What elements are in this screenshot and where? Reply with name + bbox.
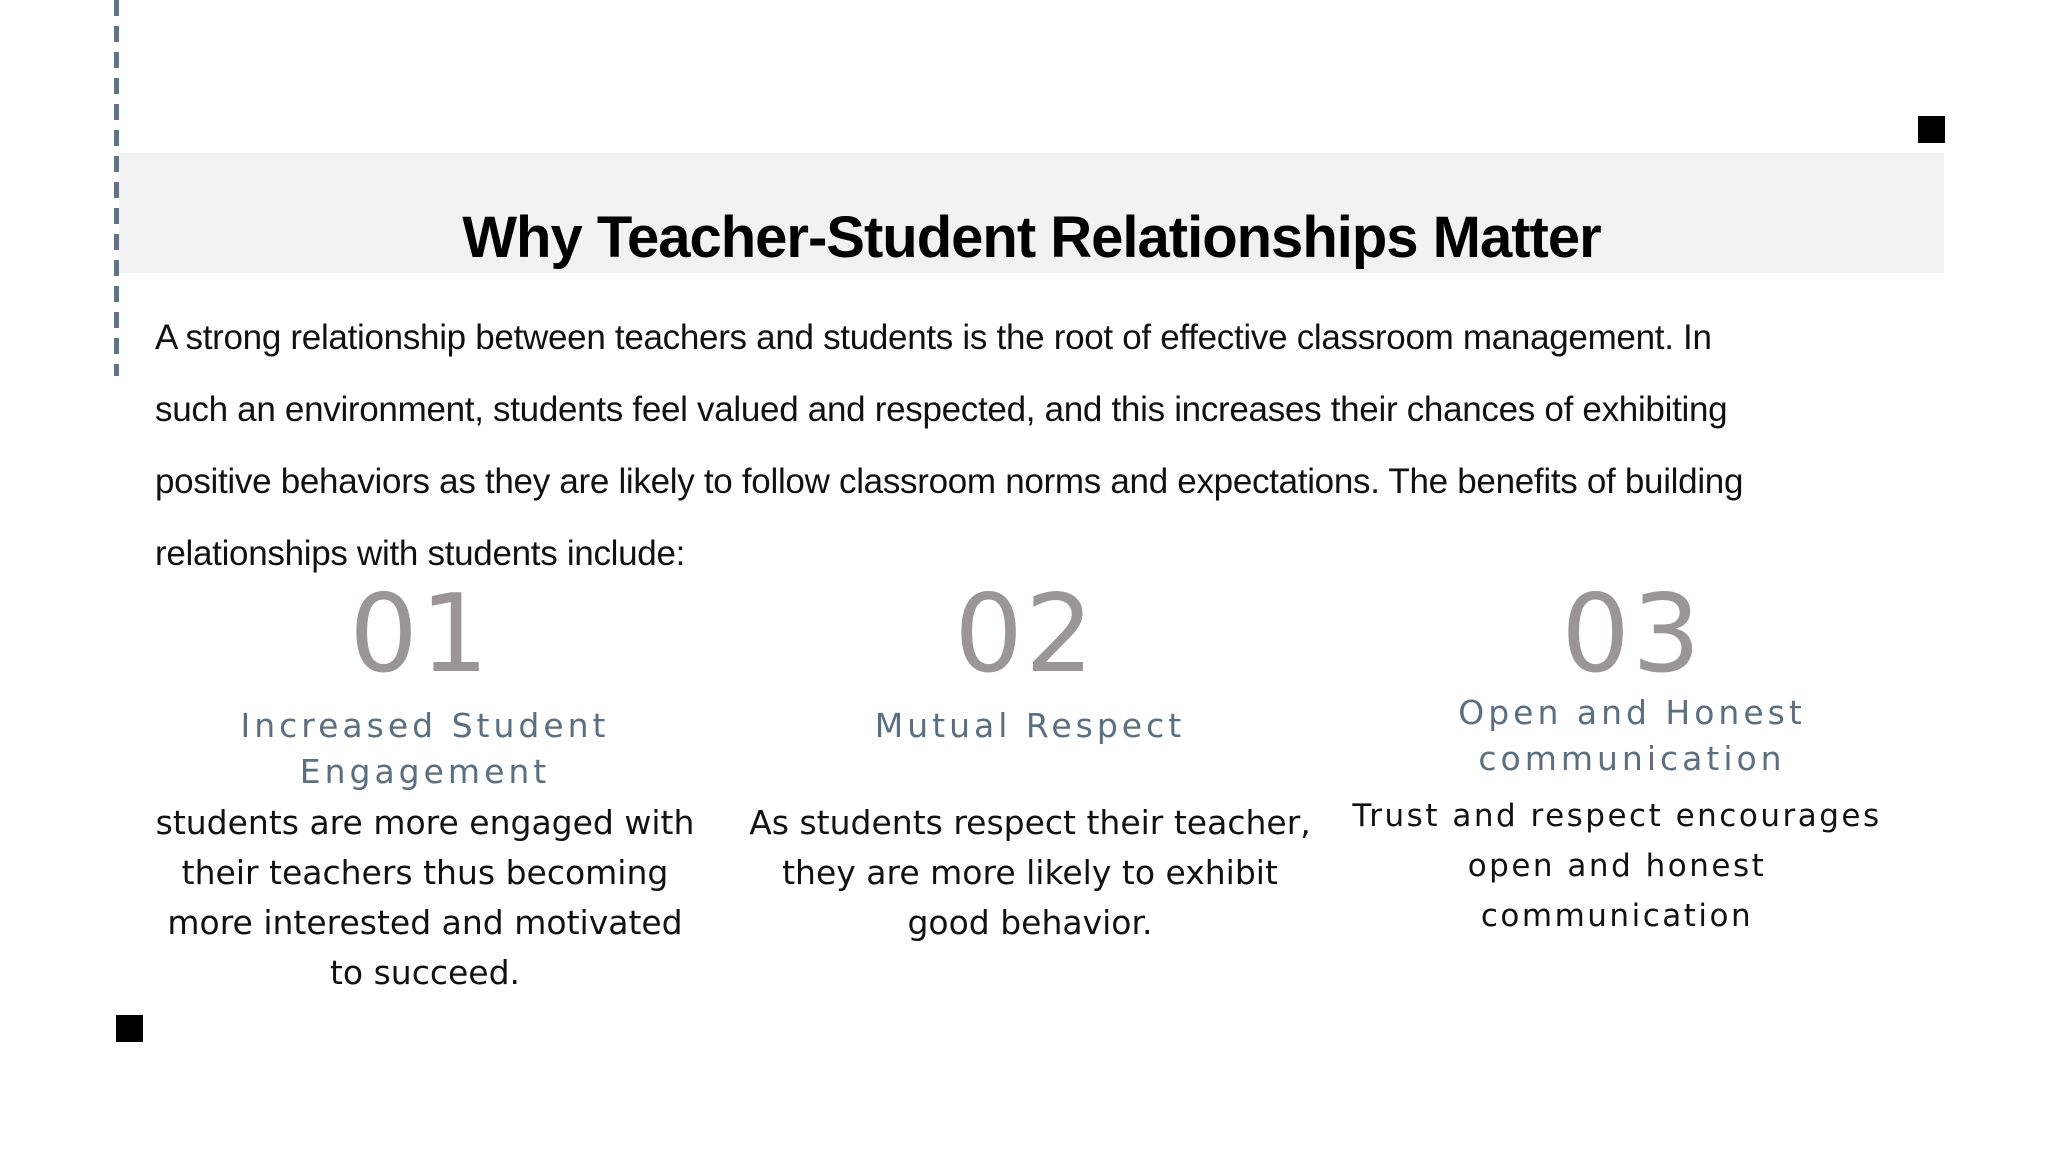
benefit-description-line: good behavior. — [907, 903, 1153, 942]
benefit-heading — [1392, 690, 1872, 782]
benefit-description-line: more interested and motivated — [167, 903, 683, 942]
intro-line: such an environment, students feel valued and respected, and this increases their chances of exhibiting — [155, 390, 1728, 429]
benefit-description-line: As students respect their teacher, — [749, 803, 1311, 842]
intro-paragraph — [155, 302, 1935, 590]
benefit-number: 02 — [954, 572, 1096, 697]
intro-line: relationships with students include: — [155, 534, 686, 573]
benefit-number: 01 — [349, 572, 491, 697]
benefit-heading-line: Increased Student — [240, 706, 610, 745]
benefit-heading — [790, 703, 1270, 749]
benefit-heading-line: communication — [1478, 739, 1786, 778]
benefit-description — [1322, 791, 1912, 941]
benefit-heading-line: Open and Honest — [1458, 693, 1806, 732]
corner-square-top-right — [1918, 116, 1945, 143]
benefit-description-line: they are more likely to exhibit — [782, 853, 1278, 892]
intro-line: A strong relationship between teachers and students is the root of effective classroom management. In — [155, 318, 1712, 357]
benefit-description-line: communication — [1480, 898, 1754, 934]
benefit-description — [140, 798, 710, 998]
benefit-description-line: open and honest — [1467, 848, 1767, 884]
intro-line: positive behaviors as they are likely to follow classroom norms and expectations. The benefits of building — [155, 462, 1744, 501]
benefit-description — [735, 798, 1325, 948]
benefit-description-line: Trust and respect encourages — [1352, 798, 1882, 834]
benefit-description-line: students are more engaged with — [155, 803, 695, 842]
benefit-description-line: their teachers thus becoming — [181, 853, 669, 892]
benefit-heading-line: Mutual Respect — [874, 706, 1186, 745]
benefit-heading-line: Engagement — [299, 752, 551, 791]
benefit-heading — [185, 703, 665, 795]
benefit-number: 03 — [1561, 572, 1703, 697]
benefit-description-line: to succeed. — [329, 953, 521, 992]
corner-square-bottom-left — [116, 1015, 143, 1042]
page-title: Why Teacher-Student Relationships Matter — [462, 205, 1601, 270]
